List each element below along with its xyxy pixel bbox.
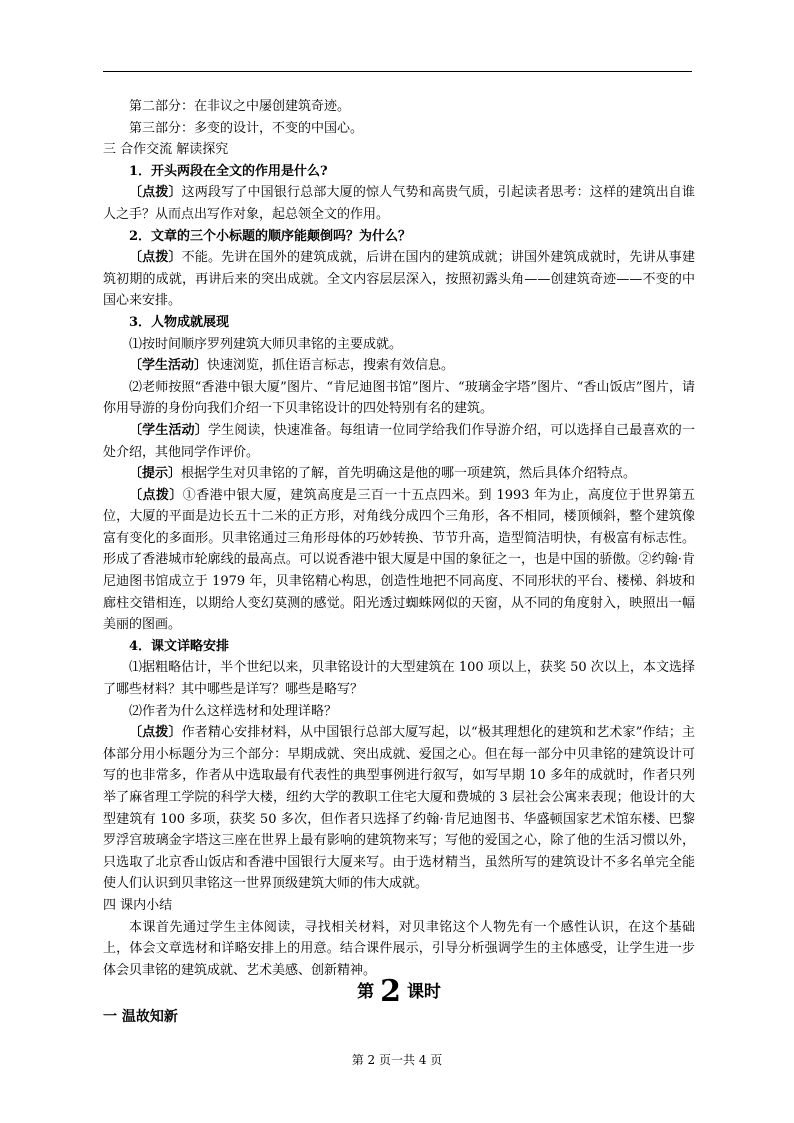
q3-activity2 [103,420,695,463]
q1-answer [103,182,695,225]
q3-item2: ⑵老师按照“香港中银大厦”图片、“肯尼迪图书馆”图片、“玻璃金字塔”图片、“香山饭店”图片，请你用导游的身份向我们介绍一下贝聿铭设计的四处特别有名的建筑。 [103,379,695,417]
q3-hint-tag: 〔提示〕 [129,466,182,482]
q3-activity1 [103,355,695,377]
document-body [103,96,695,1029]
lesson2-heading [103,974,695,1010]
q3-item1: ⑴按时间顺序罗列建筑大师贝聿铭的主要成就。 [129,336,403,352]
q3-activity2-tag: 〔学生活动〕 [129,422,208,438]
q4-tip-text: 作者精心安排材料，从中国银行总部大厦写起，以“极其理想化的建筑和艺术家”作结；主体部分用小标题分为三个部分：早期成就、突出成就、爱国之心。但在每一部分中贝聿铭的建筑设计可写的也非常多，作者从中选取最有代表性的典型事例进行叙写，如写早期 10 多年的成就时，作者只列举了麻省理工学院的科学大楼，纽约大学的教职工住宅大厦和费城的 3 层社会公寓来表现；他设计的大型建筑有 100 多项，获奖 50 多次，但作者只选择了约翰·肯尼迪图书、华盛顿国家艺术馆东楼、巴黎罗浮宫玻璃金字塔这三座在世界上最有影响的建筑物来写；写他的爱国之心，除了他的生活习惯以外，只选取了北京香山饭店和香港中国银行大厦来写。由于选材精当，虽然所写的建筑设计不多名单完全能使人们认识到贝聿铭这一世界顶级建筑大师的伟大成就。 [103,725,695,892]
q3-tip [103,485,695,636]
intro-part2: 第二部分：在非议之中屡创建筑奇迹。 [129,99,351,114]
q4-tip [103,722,695,895]
q2-tip-tag: 〔点拨〕 [129,250,182,266]
q4-item1: ⑴据粗略估计，半个世纪以来，贝聿铭设计的大型建筑在 100 项以上，获奖 50 次以上，本文选择了哪些材料？其中哪些是详写？哪些是略写？ [103,660,695,698]
q2-tip-text: 不能。先讲在国外的建筑成就，后讲在国内的建筑成就；讲国外建筑成就时，先讲从事建筑初期的成就，再讲后来的突出成就。全文内容层层深入，按照初露头角——创建筑奇迹——不变的中国心来安排。 [103,250,695,309]
header-rule [103,71,692,72]
lesson2-suffix: 课时 [406,982,441,1003]
q1-title: 1．开头两段在全文的作用是什么? [129,163,328,179]
q3-tip-tag: 〔点拨〕 [129,487,183,503]
section4-summary: 本课首先通过学生主体阅读，寻找相关材料，对贝聿铭这个人物先有一个感性认识，在这个基础上，体会文章选材和详略安排上的用意。结合课件展示，引导分析强调学生的主体感受，让学生进一步体会贝聿铭的建筑成就、艺术美感、创新精神。 [103,919,695,978]
q3-tip-text: ①香港中银大厦，建筑高度是三百一十五点四米。到 1993 年为止，高度位于世界第五位，大厦的平面是边长五十二米的正方形，对角线分成四个三角形，各不相同，楼顶倾斜，整个建筑像富有变化的多面形。贝聿铭通过三角形母体的巧妙转换、节节升高，造型简洁明快，有极富有标志性。形成了香港城市轮廓线的最高点。可以说香港中银大厦是中国的象征之一，也是中国的骄傲。②约翰·肯尼迪图书馆成立于 1979 年，贝聿铭精心构思，创造性地把不同高度、不同形状的平台、楼梯、斜坡和廊柱交错相连，以期给人变幻莫测的感觉。阳光透过蜘蛛网似的天窗，从不同的角度射入，映照出一幅美丽的图画。 [103,487,695,633]
q2-title: 2．文章的三个小标题的顺序能颠倒吗？为什么？ [129,228,412,244]
q3-title: 3．人物成就展现 [129,314,230,330]
page-footer: 第 2 页一共 4 页 [351,1053,443,1067]
intro-part3: 第三部分：多变的设计，不变的中国心。 [129,120,364,136]
q4-tip-tag: 〔点拨〕 [129,725,182,741]
q3-activity1-tag: 〔学生活动〕 [129,358,208,374]
lesson2-section1-heading: 一 温故知新 [103,1009,178,1026]
q3-activity1-text: 快速浏览，抓住语言标志，搜索有效信息。 [207,358,455,374]
section3-heading: 三 合作交流 解读探究 [103,142,229,158]
q1-tip-text: 这两段写了中国银行总部大厦的惊人气势和高贵气质，引起读者思考：这样的建筑出自谁人之手？从而点出写作对象，起总领全文的作用。 [103,185,695,222]
q4-item2: ⑵作者为什么这样选材和处理详略？ [129,703,338,719]
q3-activity2-text: 学生阅读，快速准备。每组请一位同学给我们作导游介绍，可以选择自己最喜欢的一处介绍，其他同学作评价。 [103,422,695,460]
q1-tip-tag: 〔点拨〕 [129,185,182,201]
lesson2-number: 2 [380,974,401,1010]
q3-hint-text: 根据学生对贝聿铭的了解，首先明确这是他的哪一项建筑，然后具体介绍特点。 [181,466,637,482]
q4-title: 4．课文详略安排 [129,638,230,654]
q3-hint [103,463,695,485]
lesson2-prefix: 第 [357,982,375,1003]
section4-heading: 四 课内小结 [103,897,173,913]
q2-answer [103,247,695,312]
